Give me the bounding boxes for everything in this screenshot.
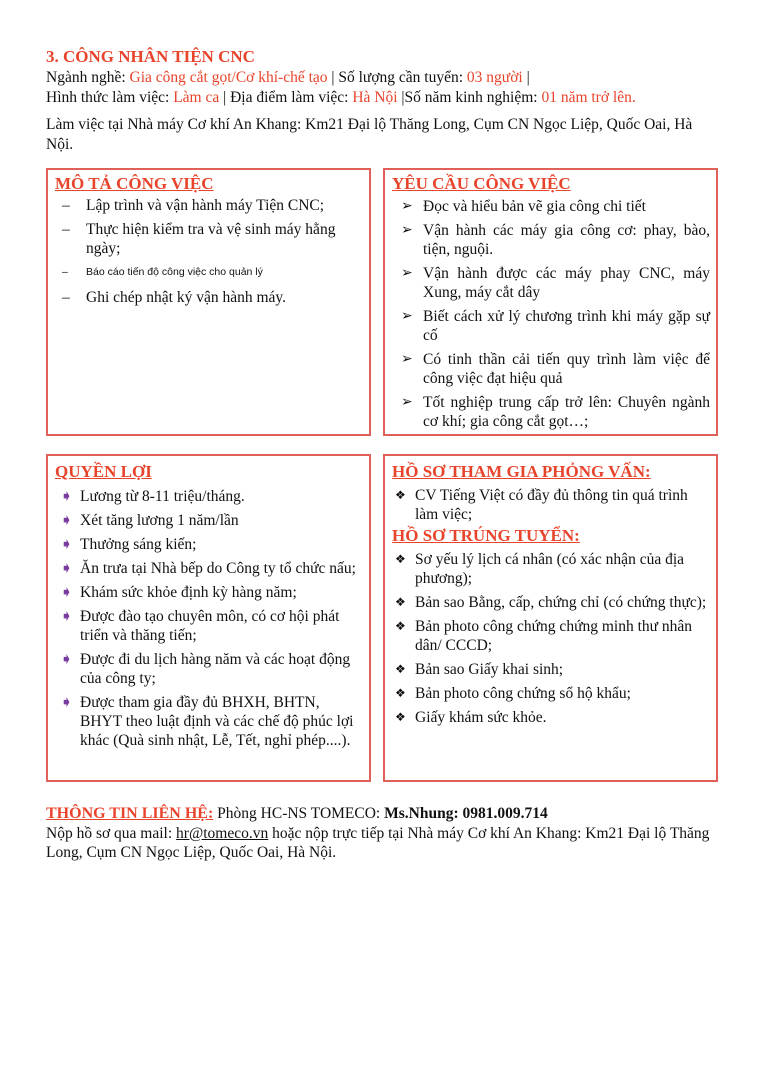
arrow-bullet-icon: ➢: [401, 223, 413, 238]
benefits-box: [46, 454, 371, 782]
interview-doc-item: [385, 486, 710, 524]
benefit-item-text: Ăn trưa tại Nhà bếp do Công ty tổ chức nấu;: [80, 560, 356, 577]
benefit-item: [48, 583, 360, 602]
hiring-doc-item: [385, 660, 710, 679]
hand-pointer-icon: ➧: [60, 560, 73, 577]
hiring-doc-item-text: Sơ yếu lý lịch cá nhân (có xác nhận của địa phương);: [415, 551, 685, 587]
mail-suffix: hoặc nộp trực tiếp tại Nhà máy Cơ khí An Khang: Km21 Đại lộ Thăng Long, Cụm CN Ngọc Liệp, Quốc Oai, Hà Nội.: [46, 824, 710, 861]
hiring-doc-item-text: Bản sao Bằng, cấp, chứng chỉ (có chứng thực);: [415, 594, 707, 611]
hiring-doc-item-text: Bản photo công chứng chứng minh thư nhân dân/ CCCD;: [415, 618, 693, 654]
hiring-doc-item: [385, 684, 710, 703]
requirement-item-text: Biết cách xử lý chương trình khi máy gặp sự cố: [423, 308, 710, 344]
description-item: [48, 288, 366, 307]
description-item: [48, 196, 366, 215]
job-description-list: [48, 196, 366, 312]
line2-part: |Số năm kinh nghiệm:: [397, 89, 542, 106]
description-item: [48, 265, 366, 280]
interview-doc-item-text: CV Tiếng Việt có đầy đủ thông tin quá trình làm việc;: [415, 487, 688, 523]
description-item-text: Ghi chép nhật ký vận hành máy.: [86, 289, 287, 306]
contact-dept: Phòng HC-NS TOMECO:: [213, 805, 385, 822]
benefit-item-text: Xét tăng lương 1 năm/lần: [80, 512, 239, 529]
requirement-item-text: Tốt nghiệp trung cấp trở lên: Chuyên ngành cơ khí; gia công cắt gọt…;: [423, 394, 710, 430]
diamond-bullet-icon: ❖: [395, 686, 406, 700]
arrow-bullet-icon: ➢: [401, 266, 413, 281]
requirement-item: [385, 393, 710, 431]
line2-part: Hình thức làm việc:: [46, 89, 174, 106]
benefit-item-text: Khám sức khỏe định kỳ hàng năm;: [80, 584, 297, 601]
requirement-item: [385, 307, 710, 345]
benefit-item: [48, 487, 360, 506]
mail-prefix: Nộp hồ sơ qua mail:: [46, 824, 177, 842]
requirement-item-text: Vận hành các máy gia công cơ: phay, bào, tiện, nguội.: [423, 222, 710, 258]
hand-pointer-icon: ➧: [60, 536, 73, 553]
job-requirements-list: [385, 197, 710, 436]
hand-pointer-icon: ➧: [60, 512, 73, 529]
line2-part: | Địa điểm làm việc:: [219, 89, 353, 106]
arrow-bullet-icon: ➢: [401, 395, 413, 410]
description-item: [48, 220, 366, 258]
job-info-line-2: [46, 88, 636, 107]
benefit-item: [48, 650, 360, 688]
hiring-doc-item-text: Giấy khám sức khỏe.: [415, 709, 547, 726]
benefit-item: [48, 511, 360, 530]
diamond-bullet-icon: ❖: [395, 488, 406, 502]
hand-pointer-icon: ➧: [60, 694, 73, 711]
diamond-bullet-icon: ❖: [395, 552, 406, 566]
arrow-bullet-icon: ➢: [401, 309, 413, 324]
benefit-item: [48, 607, 360, 645]
hiring-doc-item: [385, 593, 710, 612]
hiring-doc-item-text: Bản photo công chứng sổ hộ khẩu;: [415, 685, 631, 702]
benefit-item-text: Lương từ 8-11 triệu/tháng.: [80, 488, 245, 505]
requirement-item: [385, 197, 710, 216]
requirement-item: [385, 264, 710, 302]
hiring-doc-item-text: Bản sao Giấy khai sinh;: [415, 661, 564, 678]
workplace-address: Làm việc tại Nhà máy Cơ khí An Khang: Km21 Đại lộ Thăng Long, Cụm CN Ngọc Liệp, Quốc Oai, Hà Nội.: [46, 116, 693, 153]
contact-info: [46, 804, 726, 863]
description-item-text: Lập trình và vận hành máy Tiện CNC;: [86, 197, 325, 214]
benefit-item-text: Thưởng sáng kiến;: [80, 536, 197, 553]
arrow-bullet-icon: ➢: [401, 199, 413, 214]
dash-icon: –: [62, 197, 70, 214]
hiring-doc-item: [385, 708, 710, 727]
hiring-docs-list: [385, 550, 710, 732]
benefit-item: [48, 693, 360, 750]
line1-part: Ngành nghề:: [46, 69, 130, 86]
job-description-title: MÔ TẢ CÔNG VIỆC: [55, 174, 214, 193]
diamond-bullet-icon: ❖: [395, 710, 406, 724]
contact-person: Ms.Nhung: 0981.009.714: [384, 805, 548, 822]
hand-pointer-icon: ➧: [60, 608, 73, 625]
diamond-bullet-icon: ❖: [395, 619, 406, 633]
hand-pointer-icon: ➧: [60, 584, 73, 601]
line1-part: | Số lượng cần tuyển:: [327, 69, 467, 86]
hand-pointer-icon: ➧: [60, 651, 73, 668]
benefit-item: [48, 559, 360, 578]
hand-pointer-icon: ➧: [60, 488, 73, 505]
line2-part: Làm ca: [173, 89, 220, 106]
benefits-list: [48, 487, 360, 755]
interview-docs-title: HỒ SƠ THAM GIA PHỎNG VẤN:: [392, 462, 651, 481]
requirement-item: [385, 221, 710, 259]
interview-docs-list: [385, 486, 710, 529]
contact-label: THÔNG TIN LIÊN HỆ:: [46, 805, 214, 822]
job-description-box: [46, 168, 371, 436]
job-requirements-title: YÊU CẦU CÔNG VIỆC: [392, 174, 571, 193]
job-info-line-1: [46, 68, 530, 87]
line1-part: |: [522, 69, 530, 86]
dash-icon: –: [62, 221, 70, 238]
line1-part: 03 người: [466, 69, 523, 86]
line1-part: Gia công cắt gọt/Cơ khí-chế tạo: [129, 69, 328, 86]
benefit-item-text: Được đào tạo chuyên môn, có cơ hội phát triển và thăng tiến;: [80, 608, 340, 644]
application-box: [383, 454, 718, 782]
email-link[interactable]: hr@tomeco.vn: [176, 824, 269, 842]
requirement-item-text: Vận hành được các máy phay CNC, máy Xung, máy cắt dây: [423, 265, 710, 301]
dash-icon: –: [62, 266, 68, 278]
job-title: 3. CÔNG NHÂN TIỆN CNC: [46, 47, 255, 66]
benefits-title: QUYỀN LỢI: [55, 462, 152, 481]
diamond-bullet-icon: ❖: [395, 595, 406, 609]
hiring-doc-item: [385, 617, 710, 655]
description-item-text: Báo cáo tiến độ công việc cho quản lý: [86, 266, 263, 278]
benefit-item-text: Được tham gia đầy đủ BHXH, BHTN, BHYT theo luật định và các chế độ phúc lợi khác (Quà sinh nhật, Lễ, Tết, nghỉ phép....).: [80, 694, 354, 749]
diamond-bullet-icon: ❖: [395, 662, 406, 676]
hiring-doc-item: [385, 550, 710, 588]
requirement-item-text: Có tinh thần cải tiến quy trình làm việc để công việc đạt hiệu quả: [423, 351, 710, 387]
requirement-item-text: Đọc và hiểu bản vẽ gia công chi tiết: [423, 198, 646, 215]
arrow-bullet-icon: ➢: [401, 352, 413, 367]
benefit-item-text: Được đi du lịch hàng năm và các hoạt động của công ty;: [80, 651, 351, 687]
benefit-item: [48, 535, 360, 554]
job-requirements-box: [383, 168, 718, 436]
hiring-docs-title: HỒ SƠ TRÚNG TUYỂN:: [392, 526, 580, 545]
description-item-text: Thực hiện kiểm tra và vệ sinh máy hằng ngày;: [86, 221, 336, 257]
line2-part: 01 năm trở lên.: [541, 89, 636, 106]
requirement-item: [385, 350, 710, 388]
dash-icon: –: [62, 289, 70, 306]
line2-part: Hà Nội: [352, 89, 398, 106]
